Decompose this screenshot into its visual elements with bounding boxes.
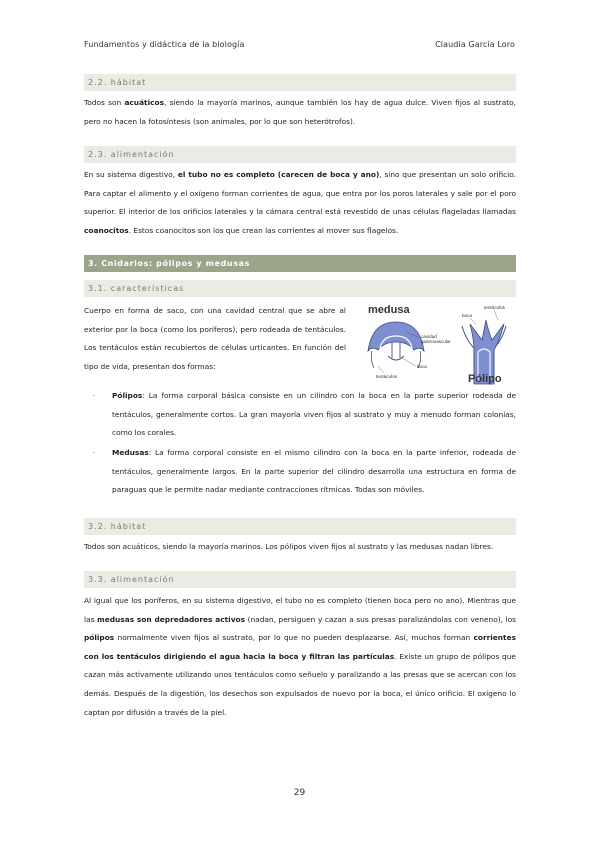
figure-label-medusa: medusa [368, 304, 410, 316]
section-heading-2-3: 2.3. alimentación [84, 146, 516, 163]
figure-label-boca-polipo: boca [462, 313, 472, 318]
figure-label-tentaculos-medusa: tentáculos [376, 374, 397, 379]
section-heading-3-1: 3.1. características [84, 280, 516, 297]
figure-label-tentaculos-polipo: tentáculos [484, 305, 505, 310]
running-header-author: Claudia García Loro [435, 40, 515, 49]
section-heading-3-3: 3.3. alimentación [84, 571, 516, 588]
figure-label-cavidad-2: gastrovascular [421, 339, 451, 344]
paragraph-caracteristicas-intro: Cuerpo en forma de saco, con una cavidad central que se abre al exterior por la boca (como los poríferos), pero rodeada de tentáculos. Los tentáculos están recubiertos de células urticantes. En función del tipo de vida, presentan dos formas: [84, 306, 346, 371]
running-header-title: Fundamentos y didáctica de la biología [84, 40, 245, 49]
chapter-heading-cnidarios: 3. Cnidarios: pólipos y medusas [84, 255, 516, 272]
figure-label-cavidad-1: cavidad [421, 334, 437, 339]
bullet-medusas: Medusas: La forma corporal consiste en el mismo cilindro con la boca en la parte inferior, rodeada de tentáculos, generalmente largos. En la parte superior del cilindro desarrolla una estructura en forma de paraguas que le permite nadar mediante contracciones rítmicas. Todas son móviles. [112, 448, 516, 495]
paragraph-habitat-cnidarios: Todos son acuáticos, siendo la mayoría marinos. Los pólipos viven fijos al sustrato y las medusas nadan libres. [84, 542, 494, 551]
figure-label-boca-medusa: boca [417, 364, 427, 369]
paragraph-alimentacion-cnidarios: Al igual que los poríferos, en su sistema digestivo, el tubo no es completo (tienen boca pero no ano). Mientras que las medusas son depredadores activos (nadan, persiguen y cazan a sus presas paralizándolas con veneno), los pólipos normalmente viven fijos al sustrato, por lo que no pueden desplazarse. Así, muchos forman corrientes con los tentáculos dirigiendo el agua hacia la boca y filtran las partículas. Existe un grupo de pólipos que cazan más activamente utilizando unos tentáculos como señuelo y paralizando a las presas que se acercan con los demás. Después de la digestión, los desechos son expulsados de nuevo por la boca, el único orificio. El oxígeno lo captan por difusión a través de la piel. [84, 596, 516, 717]
medusa-drawing [368, 322, 424, 368]
paragraph-alimentacion-poriferos: En su sistema digestivo, el tubo no es completo (carecen de boca y ano), sino que presentan un solo orificio. Para captar el alimento y el oxígeno forman corrientes de agua, que entra por los poros laterales y sale por el poro superior. El interior de los orificios laterales y la cámara central está revestido de unas células flageladas llamadas coanocitos. Estos coanocitos son los que crean las corrientes al mover sus flagelos. [84, 170, 516, 235]
bullet-marker-polipos: · [93, 392, 96, 400]
bullet-marker-medusas: · [93, 449, 96, 457]
section-heading-3-2: 3.2. hábitat [84, 518, 516, 535]
bullet-polipos: Pólipos: La forma corporal básica consiste en un cilindro con la boca en la parte superior rodeada de tentáculos, generalmente cortos. La gran mayoría viven fijos al sustrato y muy a menudo forman colonias, como los corales. [112, 391, 516, 438]
figure-label-polipo: Pólipo [468, 373, 502, 385]
paragraph-habitat-poriferos: Todos son acuáticos, siendo la mayoría marinos, aunque también los hay de agua dulce. Viven fijos al sustrato, pero no hacen la fotosíntesis (son animales, por lo que son heterótrofos). [84, 98, 516, 126]
page-number: 29 [293, 788, 306, 798]
section-heading-2-2: 2.2. hábitat [84, 74, 516, 91]
